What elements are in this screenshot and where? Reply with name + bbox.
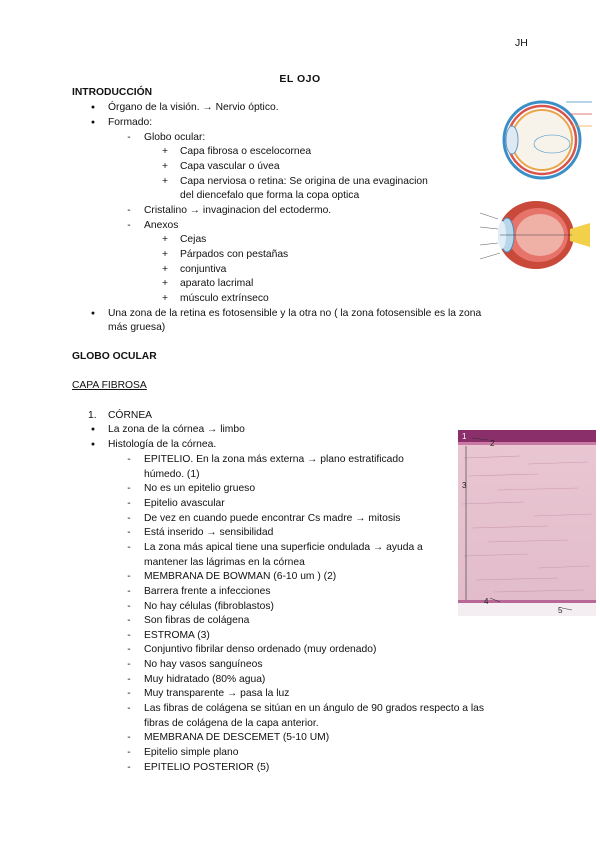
plus-marker: + (161, 234, 168, 245)
bullet-marker (88, 423, 98, 439)
dash-marker: - (127, 497, 131, 509)
intro-line: Órgano de la visión. → Nervio óptico. (108, 102, 279, 113)
dash-marker: - (127, 600, 131, 612)
dash-marker: - (127, 541, 131, 553)
dash-marker: - (127, 132, 131, 143)
histology-item: MEMBRANA DE DESCEMET (5-10 UM) (144, 732, 330, 744)
cornea-histology-micrograph (458, 430, 596, 616)
dash-marker: - (127, 747, 131, 758)
intro-heading: INTRODUCCIÓN (72, 87, 153, 98)
figure-layer-label: 5 (558, 606, 563, 615)
figure-layer-label: 3 (462, 481, 467, 490)
eye-layers-diagram (496, 92, 600, 184)
intro-line: conjuntiva (180, 264, 227, 275)
dash-marker: - (127, 512, 131, 524)
intro-line: Cristalino → invaginacion del ectodermo. (144, 205, 332, 216)
histology-item: De vez en cuando puede encontrar Cs madre → mitosis (144, 512, 401, 524)
histology-item: No hay células (fibroblastos) (144, 600, 274, 612)
dash-marker: - (127, 220, 131, 231)
histology-item: Las fibras de colágena se sitúan en un ángulo de 90 grados respecto a las (144, 703, 485, 715)
intro-line: Cejas (180, 234, 207, 245)
intro-line: Anexos (144, 220, 179, 231)
cornea-line: La zona de la córnea → limbo (108, 424, 245, 435)
globo-heading: GLOBO OCULAR (72, 351, 157, 362)
figure-layer-label: 2 (490, 439, 495, 448)
histology-item: Conjuntivo fibrilar denso ordenado (muy ordenado) (144, 644, 377, 656)
histology-item: Barrera frente a infecciones (144, 585, 271, 597)
histology-item: No hay vasos sanguíneos (144, 659, 263, 671)
histology-item: La zona más apical tiene una superficie ondulada → ayuda a (144, 541, 423, 553)
dash-marker: - (127, 761, 131, 773)
bullet-marker (88, 307, 98, 323)
dash-marker: - (127, 483, 131, 495)
cornea-line: Histología de la córnea. (108, 439, 217, 450)
intro-line: Una zona de la retina es fotosensible y la otra no ( la zona fotosensible es la zona (108, 308, 482, 319)
intro-line: Formado: (108, 117, 153, 128)
cornea-heading: CÓRNEA (108, 410, 153, 421)
intro-line: Capa nerviosa o retina: Se origina de una evaginacion (180, 176, 428, 187)
plus-marker: + (161, 264, 168, 275)
document-title: EL OJO (279, 73, 321, 85)
bullet-marker (88, 116, 98, 132)
histology-item: Epitelio avascular (144, 497, 225, 509)
bullet-marker (88, 438, 98, 454)
dash-marker: - (127, 703, 131, 715)
eye-cross-section-diagram (480, 193, 592, 275)
plus-marker: + (161, 161, 168, 172)
capa-fibrosa-subheading: CAPA FIBROSA (72, 380, 147, 391)
plus-marker: + (161, 278, 168, 289)
dash-marker: - (127, 688, 131, 700)
plus-marker: + (161, 176, 168, 187)
intro-line: aparato lacrimal (180, 278, 254, 289)
intro-line: Capa vascular o úvea (180, 161, 280, 172)
dash-marker: - (127, 205, 131, 216)
histology-item: Está inserido → sensibilidad (144, 527, 274, 539)
dash-marker: - (127, 615, 131, 627)
histology-item: húmedo. (1) (144, 468, 200, 480)
intro-line: Capa fibrosa o escelocornea (180, 146, 312, 157)
histology-item: Epitelio simple plano (144, 747, 239, 758)
dash-marker: - (127, 629, 131, 641)
histology-item: fibras de colágena de la capa anterior. (144, 717, 319, 729)
histology-item: ESTROMA (3) (144, 629, 210, 641)
histology-item: EPITELIO POSTERIOR (5) (144, 761, 270, 773)
histology-item: mantener las lágrimas en la córnea (144, 556, 305, 568)
intro-line: más gruesa) (108, 322, 166, 333)
list-number: 1. (88, 410, 97, 421)
histology-item: EPITELIO. En la zona más externa → plano estratificado (144, 454, 404, 465)
histology-item: Son fibras de colágena (144, 615, 250, 627)
page-initials: JH (515, 37, 528, 49)
dash-marker: - (127, 585, 131, 597)
intro-line: del diencefalo que forma la copa optica (180, 190, 360, 201)
plus-marker: + (161, 293, 168, 304)
intro-line: Globo ocular: (144, 132, 206, 143)
dash-marker: - (127, 732, 131, 744)
dash-marker: - (127, 571, 131, 583)
dash-marker: - (127, 454, 131, 465)
histology-item: MEMBRANA DE BOWMAN (6-10 um ) (2) (144, 571, 337, 583)
bullet-marker (88, 101, 98, 117)
dash-marker: - (127, 673, 131, 685)
dash-marker: - (127, 659, 131, 671)
plus-marker: + (161, 146, 168, 157)
histology-item: Muy hidratado (80% agua) (144, 673, 266, 685)
figure-layer-label: 4 (484, 597, 489, 606)
dash-marker: - (127, 644, 131, 656)
figure-layer-label: 1 (462, 432, 467, 441)
plus-marker: + (161, 249, 168, 260)
intro-line: Párpados con pestañas (180, 249, 289, 260)
intro-line: músculo extrínseco (180, 293, 269, 304)
histology-item: Muy transparente → pasa la luz (144, 688, 290, 700)
histology-item: No es un epitelio grueso (144, 483, 256, 495)
dash-marker: - (127, 527, 131, 539)
